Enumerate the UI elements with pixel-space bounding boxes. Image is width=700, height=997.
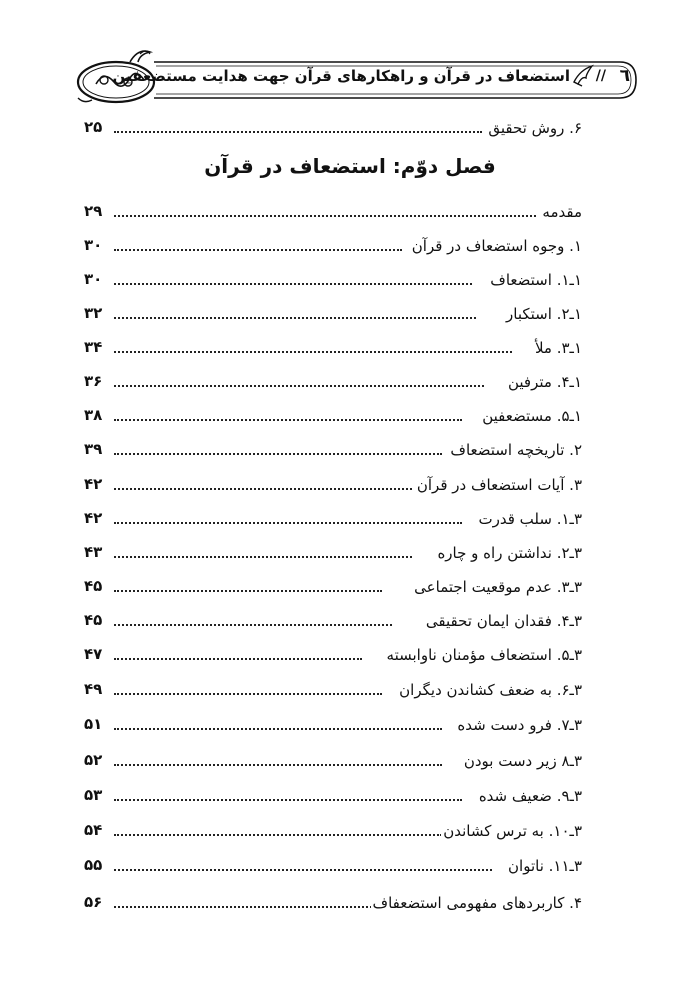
toc-leader-dots: [114, 590, 382, 592]
toc-leader-dots: [114, 317, 476, 319]
toc-entry-title: ۳ـ۶. به ضعف کشاندن دیگران: [399, 681, 582, 699]
toc-entry-title: ۳ـ۲. نداشتن راه و چاره: [437, 544, 582, 562]
chapter-title: فصل دوّم: استضعاف در قرآن: [204, 154, 496, 178]
toc-entry-title: ۶. روش تحقیق: [488, 119, 582, 137]
toc-entry-page: ۴۷: [84, 645, 103, 663]
toc-leader-dots: [114, 249, 402, 251]
toc-entry-page: ۳۴: [84, 338, 103, 356]
toc-entry-page: ۲۹: [84, 202, 103, 220]
toc-entry[interactable]: [84, 821, 582, 845]
toc-entry-title: ۳ـ۸ زیر دست بودن: [463, 752, 582, 770]
toc-entry-title: ۳ـ۹. ضعیف شده: [478, 787, 582, 805]
toc-leader-dots: [114, 488, 412, 490]
toc-entry[interactable]: [84, 406, 582, 430]
running-header: [74, 58, 640, 102]
toc-entry-page: ۴۵: [84, 577, 103, 595]
toc-entry-page: ۴۲: [84, 475, 103, 493]
toc-entry-title: ۳ـ۷. فرو دست شده: [457, 716, 582, 734]
toc-entry-page: ۲۵: [84, 118, 103, 136]
toc-entry[interactable]: [84, 202, 582, 226]
toc-leader-dots: [114, 351, 512, 353]
toc-entry[interactable]: [84, 475, 582, 499]
toc-entry[interactable]: [84, 577, 582, 601]
toc-entry[interactable]: [84, 304, 582, 328]
toc-entry[interactable]: [84, 715, 582, 739]
toc-entry-page: ۵۴: [84, 821, 103, 839]
toc-entry-page: ۳۸: [84, 406, 103, 424]
toc-leader-dots: [114, 906, 372, 908]
toc-entry[interactable]: [84, 611, 582, 635]
toc-leader-dots: [114, 693, 382, 695]
toc-entry-title: ۱ـ۴. مترفین: [507, 373, 582, 391]
toc-entry[interactable]: [84, 338, 582, 362]
toc-entry-title: ۳ـ۴. فقدان ایمان تحقیقی: [425, 612, 582, 630]
header-title: استضعاف در قرآن و راهکارهای قرآن جهت هدایت مستضعفین: [112, 67, 570, 85]
toc-entry-page: ۴۵: [84, 611, 103, 629]
toc-entry-title: ۲. تاریخچه استضعاف: [450, 441, 582, 459]
toc-entry-title: ۱ـ۵. مستضعفین: [482, 407, 582, 425]
toc-entry-page: ۵۱: [84, 715, 103, 733]
page-number: ٦: [619, 66, 630, 86]
toc-leader-dots: [114, 764, 442, 766]
toc-entry-title: ۳. آیات استضعاف در قرآن: [416, 476, 582, 494]
toc-entry-title: ۱. وجوه استضعاف در قرآن: [411, 237, 582, 255]
toc-entry[interactable]: [84, 509, 582, 533]
toc-entry-page: ۵۲: [84, 751, 103, 769]
toc-leader-dots: [114, 728, 442, 730]
toc-entry[interactable]: [84, 543, 582, 567]
toc-leader-dots: [114, 624, 392, 626]
toc-entry-page: ۵۶: [84, 893, 103, 911]
toc-leader-dots: [114, 131, 482, 133]
toc-entry[interactable]: [84, 856, 582, 880]
toc-entry[interactable]: [84, 680, 582, 704]
toc-entry[interactable]: [84, 893, 582, 917]
toc-leader-dots: [114, 799, 462, 801]
toc-leader-dots: [114, 869, 492, 871]
toc-leader-dots: [114, 453, 442, 455]
toc-entry[interactable]: [84, 645, 582, 669]
toc-leader-dots: [114, 385, 484, 387]
toc-leader-dots: [114, 522, 462, 524]
toc-entry[interactable]: [84, 440, 582, 464]
header-separator: //: [595, 68, 606, 84]
toc-leader-dots: [114, 215, 536, 217]
toc-entry[interactable]: [84, 786, 582, 810]
toc-entry-title: ۳ـ۵. استضعاف مؤمنان ناوابسته: [386, 646, 582, 664]
toc-entry[interactable]: [84, 236, 582, 260]
bird-icon: [572, 64, 594, 88]
toc-entry-page: ۳۲: [84, 304, 103, 322]
toc-leader-dots: [114, 556, 412, 558]
toc-leader-dots: [114, 419, 462, 421]
toc-entry[interactable]: [84, 372, 582, 396]
toc-entry[interactable]: [84, 751, 582, 775]
toc-entry-top[interactable]: [84, 118, 582, 142]
toc-leader-dots: [114, 834, 442, 836]
toc-leader-dots: [114, 658, 362, 660]
toc-entry-title: ۴. کاربردهای مفهومی استضعفاف: [372, 894, 582, 912]
toc-entry-title: ۳ـ۱۰. به ترس کشاندن: [443, 822, 582, 840]
toc-entry-title: مقدمه: [542, 203, 582, 221]
toc-entry-page: ۵۳: [84, 786, 103, 804]
toc-entry-page: ۳۹: [84, 440, 103, 458]
toc-entry-page: ۳۶: [84, 372, 103, 390]
toc-entry-page: ۴۲: [84, 509, 103, 527]
toc-entry-page: ۳۰: [84, 236, 103, 254]
toc-entry[interactable]: [84, 270, 582, 294]
toc-entry-title: ۱ـ۱. استضعاف: [490, 271, 582, 289]
toc-entry-page: ۳۰: [84, 270, 103, 288]
toc-entry-title: ۳ـ۱. سلب قدرت: [478, 510, 582, 528]
toc-entry-title: ۱ـ۳. ملأ: [534, 339, 582, 357]
toc-entry-page: ۴۳: [84, 543, 103, 561]
toc-leader-dots: [114, 283, 472, 285]
toc-entry-title: ۳ـ۳. عدم موقعیت اجتماعی: [414, 578, 582, 596]
toc-entry-title: ۳ـ۱۱. ناتوان: [508, 857, 582, 875]
toc-entry-title: ۱ـ۲. استکبار: [506, 305, 582, 323]
toc-entry-page: ۵۵: [84, 856, 103, 874]
toc-entry-page: ۴۹: [84, 680, 103, 698]
